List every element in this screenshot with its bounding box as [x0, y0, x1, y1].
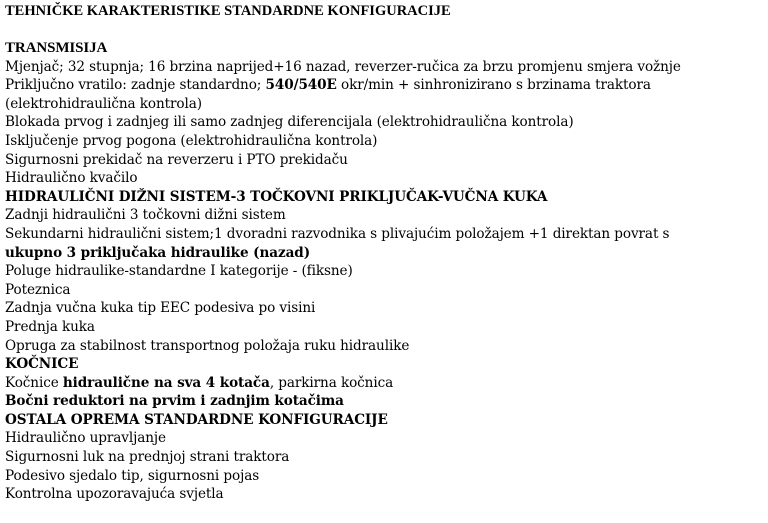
spec-line-svjetla: Kontrolna upozoravajuća svjetla — [5, 486, 224, 503]
spec-bold-text: hidraulične na sva 4 kotača — [62, 374, 270, 391]
spec-line-sigurnosni: Sigurnosni prekidač na reverzeru i PTO prekidaču — [5, 151, 348, 168]
spec-line-mjenjac: Mjenjač; 32 stupnja; 16 brzina naprijed+16 nazad, reverzer-ručica za brzu promjenu smjera vožnje — [5, 58, 681, 75]
spec-line-sjedalo: Podesivo sjedalo tip, sigurnosni pojas — [5, 467, 260, 484]
spec-line-zadnji: Zadnji hidraulični 3 točkovni dižni sistem — [5, 207, 286, 224]
section-heading-ostala-oprema: OSTALA OPREMA STANDARDNE KONFIGURACIJE — [5, 411, 388, 428]
spec-line-sekundarni: Sekundarni hidraulični sistem;1 dvoradni razvodnika s plivajućim položajem +1 direktan povrat s — [5, 225, 670, 242]
section-heading-kocnice: KOČNICE — [5, 356, 79, 373]
spec-line-prikljucno-kontrola: (elektrohidraulična kontrola) — [5, 95, 202, 112]
spec-line-kvacilo: Hidraulično kvačilo — [5, 170, 138, 187]
spec-bold-text: 540/540E — [265, 77, 337, 94]
spec-text: , parkirna kočnica — [269, 374, 394, 391]
spec-line-reduktori — [5, 392, 768, 411]
spec-line-poluge: Poluge hidraulike-standardne I kategorije - (fiksne) — [5, 263, 353, 280]
spec-line-blokada: Blokada prvog i zadnjeg ili samo zadnjeg diferencijala (elektrohidraulična kontrola) — [5, 114, 574, 131]
spec-text: okr/min + sinhronizirano s brzinama traktora — [336, 77, 651, 94]
spec-text: Priključno vratilo: zadnje standardno; — [5, 77, 266, 94]
spec-line-prikljucno-vratilo — [5, 76, 768, 95]
spec-line-ukupno — [5, 244, 768, 263]
document-title: TEHNIČKE KARAKTERISTIKE STANDARDNE KONFIGURACIJE — [5, 3, 451, 19]
spec-line-vucna-kuka: Zadnja vučna kuka tip EEC podesiva po visini — [5, 300, 316, 317]
spec-text: Kočnice — [5, 374, 63, 391]
spec-line-poteznica: Poteznica — [5, 281, 71, 298]
spec-line-upravljanje: Hidraulično upravljanje — [5, 430, 166, 447]
section-heading-hidraulicni: HIDRAULIČNI DIŽNI SISTEM-3 TOČKOVNI PRIKLJUČAK-VUČNA KUKA — [5, 188, 548, 205]
section-heading-transmisija: TRANSMISIJA — [5, 40, 108, 56]
spec-bold-text: ukupno 3 priključaka hidraulike (nazad) — [5, 244, 311, 261]
spec-line-iskljucenje: Isključenje prvog pogona (elektrohidraulična kontrola) — [5, 132, 378, 149]
spec-line-kocnice — [5, 374, 768, 393]
spec-line-luk: Sigurnosni luk na prednjoj strani traktora — [5, 449, 290, 466]
spec-line-opruga: Opruga za stabilnost transportnog položaja ruku hidraulike — [5, 337, 410, 354]
spec-line-prednja-kuka: Prednja kuka — [5, 318, 95, 335]
spec-bold-text: Bočni reduktori na prvim i zadnjim kotačima — [5, 393, 344, 410]
